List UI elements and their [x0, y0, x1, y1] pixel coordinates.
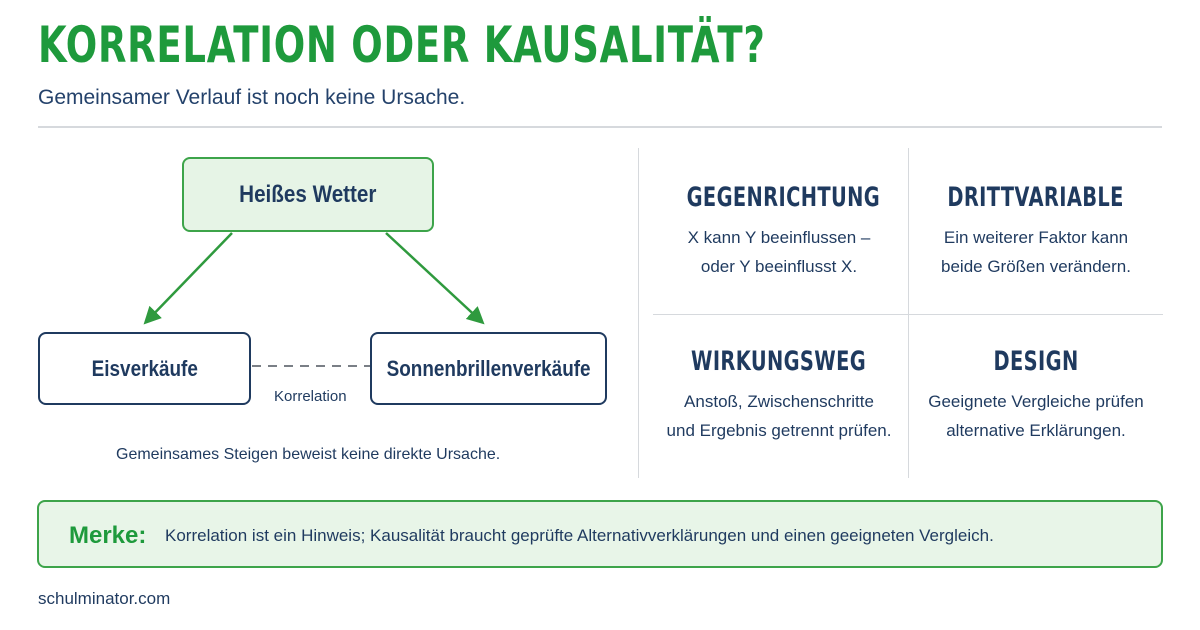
arrow-cause-to-right: [386, 233, 482, 322]
grid-cell-text: Geeignete Vergleiche prüfen alternative Erklärungen.: [928, 392, 1144, 440]
node-cause: [182, 157, 434, 232]
grid-cell-heading: DESIGN: [993, 346, 1079, 377]
grid-cell-heading: GEGENRICHTUNG: [686, 182, 881, 213]
grid-cell-gegenrichtung: [649, 182, 909, 281]
grid-cell-drittvariable: [906, 182, 1166, 281]
grid-cell-heading: DRITTVARIABLE: [947, 182, 1125, 213]
correlation-label: Korrelation: [274, 388, 347, 405]
diagram-connectors: [0, 0, 640, 480]
grid-cell-text: Anstoß, Zwischenschritte und Ergebnis getrennt prüfen.: [666, 392, 892, 440]
note-label: Merke:: [69, 522, 147, 549]
node-effect-left-label: Eisverkäufe: [91, 355, 198, 381]
grid-divider-left: [638, 148, 639, 478]
node-effect-right-label: Sonnenbrillenverkäufe: [386, 355, 591, 381]
grid-cell-design: [906, 346, 1166, 445]
diagram-caption: Gemeinsames Steigen beweist keine direkte Ursache.: [116, 446, 501, 463]
note-box: [37, 500, 1163, 568]
grid-divider-horizontal: [653, 314, 1163, 315]
node-effect-right: [370, 332, 607, 405]
node-cause-label: Heißes Wetter: [239, 180, 377, 208]
note-text: Korrelation ist ein Hinweis; Kausalität braucht geprüfte Alternativverklärungen und einen geeigneten Vergleich.: [165, 526, 994, 545]
grid-cell-text: X kann Y beeinflussen – oder Y beeinflusst X.: [687, 228, 871, 276]
page-subtitle: Gemeinsamer Verlauf ist noch keine Ursache.: [38, 86, 466, 109]
grid-cell-text: Ein weiterer Faktor kann beide Größen verändern.: [941, 228, 1131, 276]
node-effect-left: [38, 332, 251, 405]
footer-site: schulminator.com: [38, 589, 171, 608]
page-title: KORRELATION ODER KAUSALITÄT?: [38, 16, 766, 74]
grid-cell-wirkungsweg: [649, 346, 909, 445]
arrow-cause-to-left: [146, 233, 232, 322]
grid-cell-heading: WIRKUNGSWEG: [691, 346, 867, 377]
